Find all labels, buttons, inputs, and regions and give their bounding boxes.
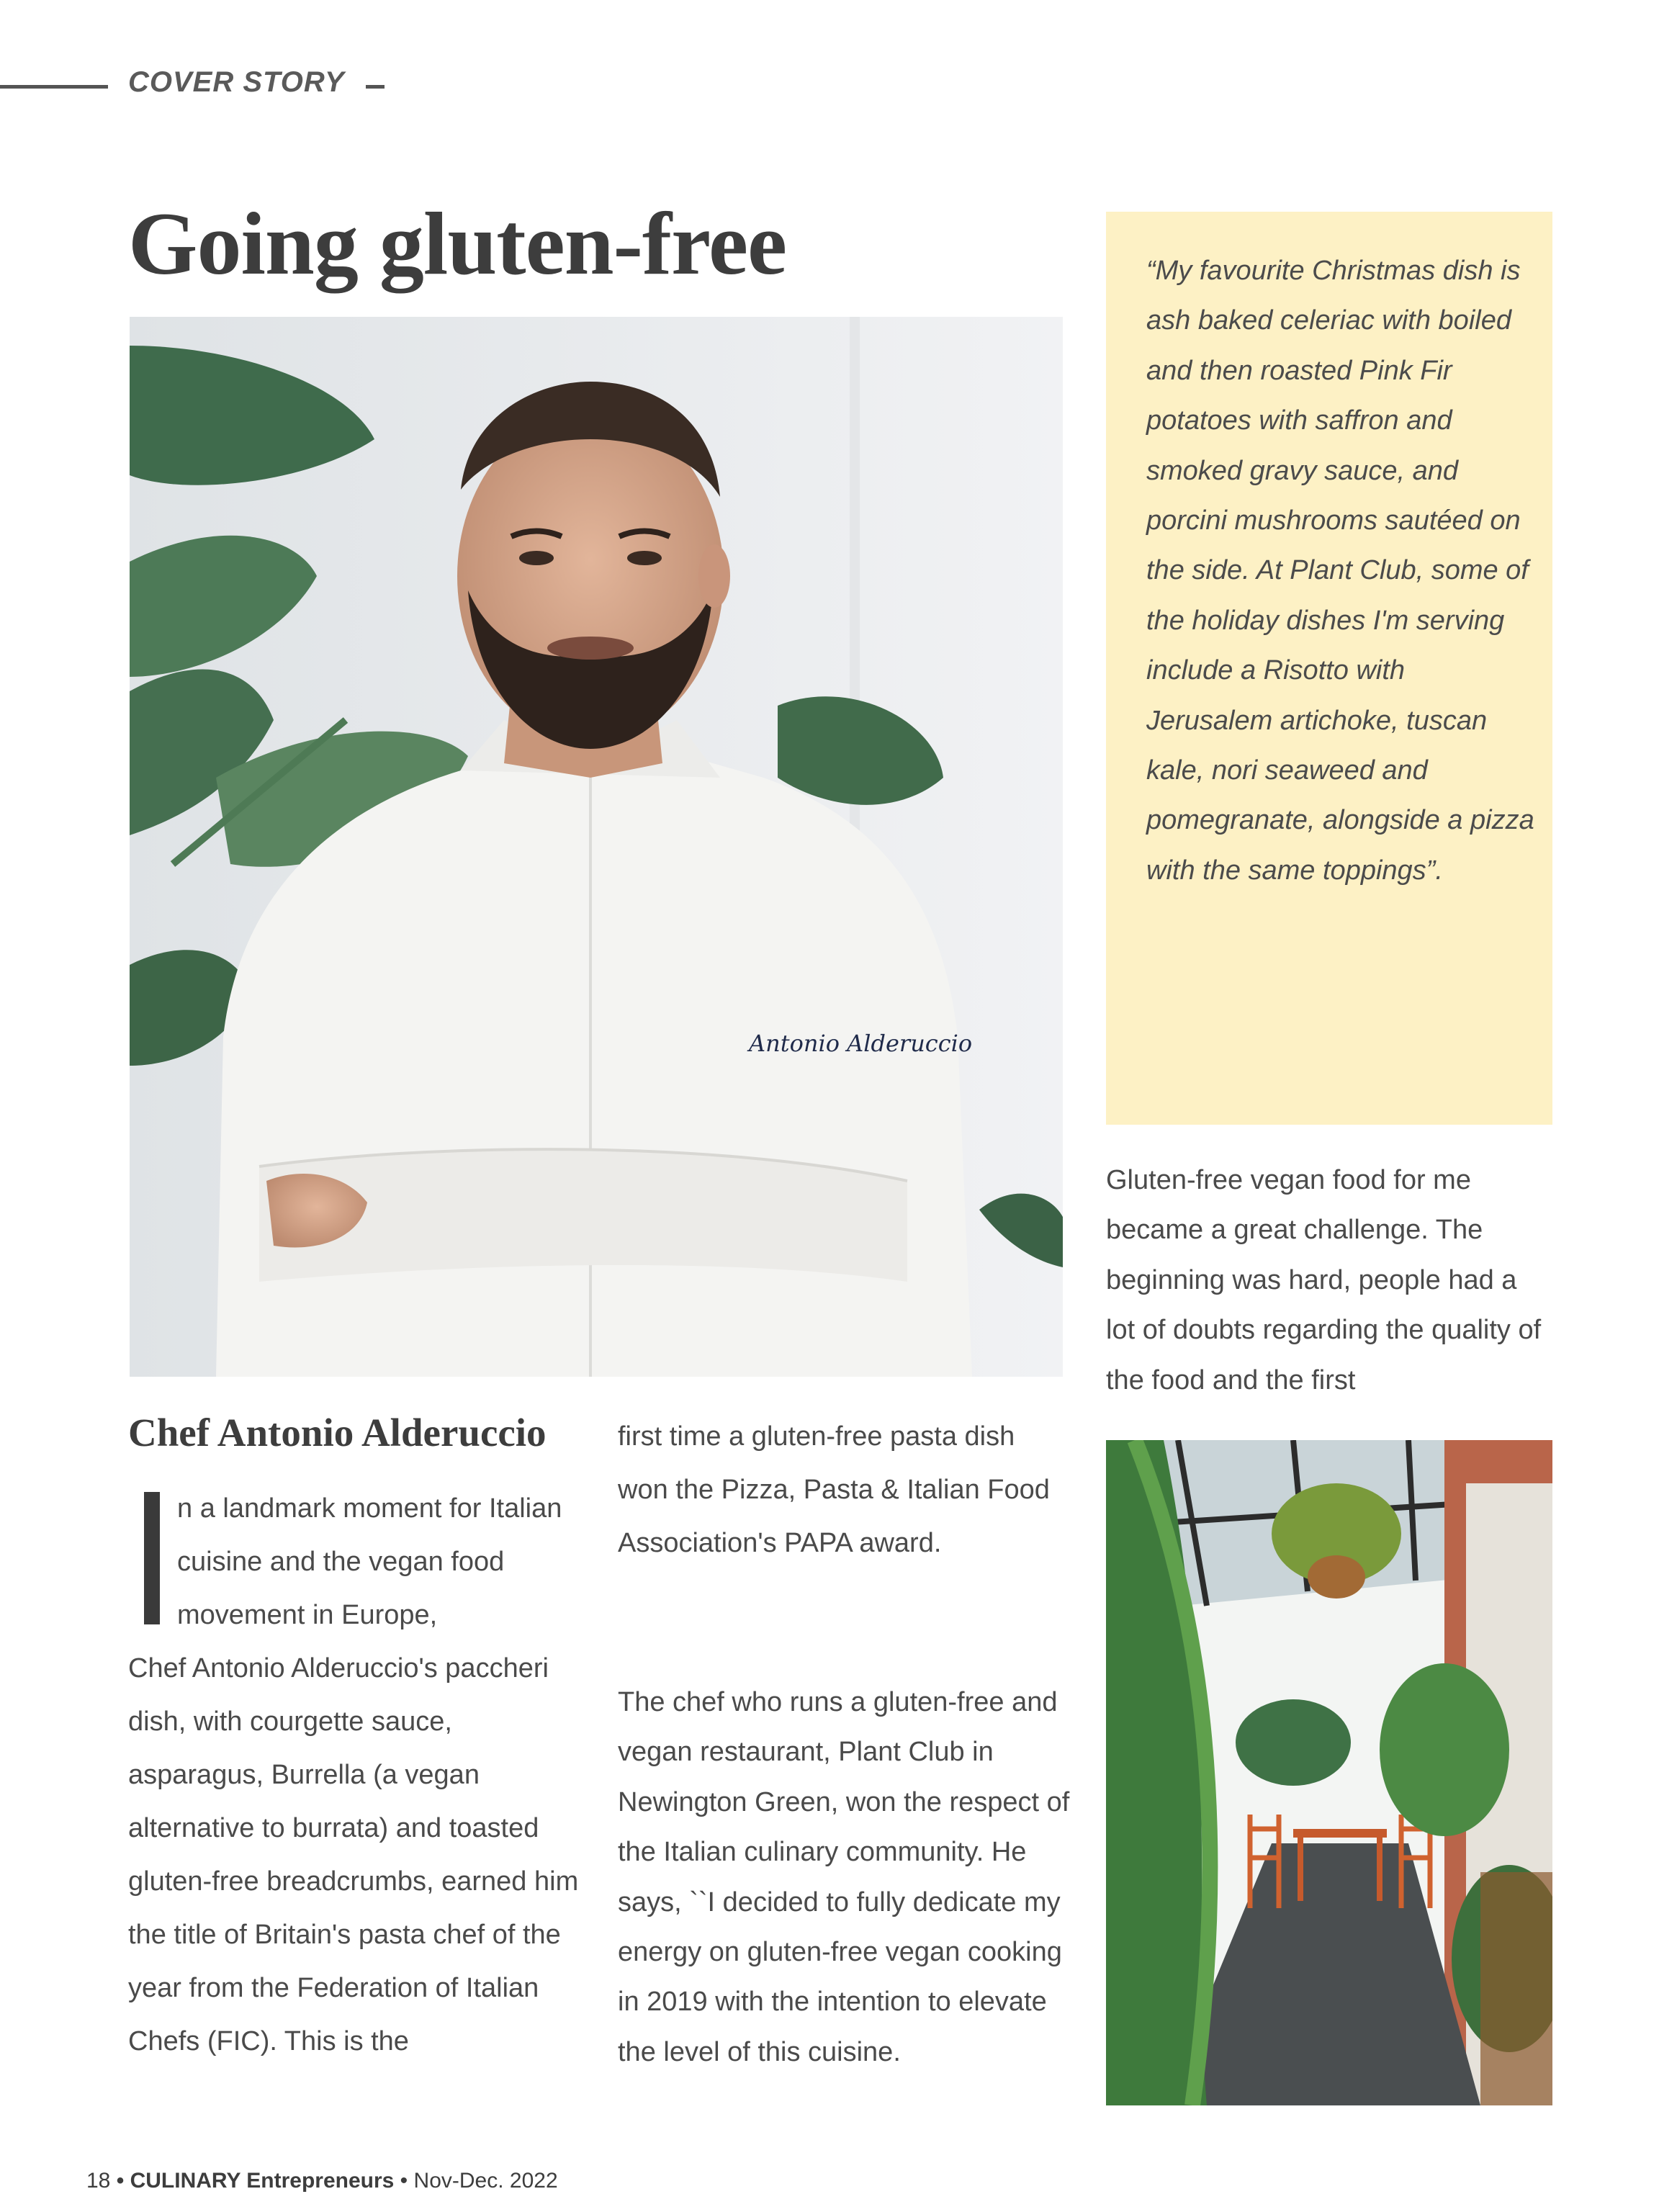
right-column-paragraph: Gluten-free vegan food for me became a great challenge. The beginning was hard, people had a lot of doubts regarding the quality of the food and the first: [1106, 1165, 1542, 1395]
footer-separator: •: [116, 2169, 125, 2193]
article-lead-paragraph: n a landmark moment for Italian cuisine and the vegan food movement in Europe,: [177, 1493, 562, 1630]
footer-separator-2: •: [400, 2169, 408, 2193]
dropcap-letter: [144, 1492, 160, 1624]
publication-name: CULINARY Entrepreneurs: [130, 2169, 395, 2193]
jacket-embroidery: Antonio Alderuccio: [749, 1030, 973, 1057]
section-rule: [0, 85, 108, 89]
page-number: 18: [86, 2169, 111, 2193]
chef-name-caption: Chef Antonio Alderuccio: [128, 1411, 547, 1455]
restaurant-courtyard-photo: [1106, 1440, 1552, 2105]
article-column-2-paragraph-2: The chef who runs a gluten-free and vegan restaurant, Plant Club in Newington Green, won the respect of the Italian culinary community. He says, ``I decided to fully dedicate my energy on gluten-free vegan cooking in 2019 with the intention to elevate the level of this cuisine.: [618, 1687, 1070, 2067]
issue-date: Nov-Dec. 2022: [413, 2169, 558, 2193]
section-label: COVER STORY: [128, 66, 345, 98]
section-dash: [366, 85, 385, 89]
article-column-1-text: Chef Antonio Alderuccio's paccheri dish, with courgette sauce, asparagus, Burrella (a vegan alternative to burrata) and toasted gluten-free breadcrumbs, earned him the title of Britain's pasta chef of the year from the Federation of Italian Chefs (FIC). This is the: [128, 1653, 579, 2056]
pull-quote-box: [1106, 212, 1552, 1125]
article-column-2-text: first time a gluten-free pasta dish won the Pizza, Pasta & Italian Food Association's PAPA award.: [618, 1421, 1050, 1558]
page-footer: [86, 2169, 558, 2193]
chef-portrait-photo: [130, 317, 1063, 1377]
headline: Going gluten-free: [128, 194, 787, 293]
pull-quote-text: “My favourite Christmas dish is ash baked celeriac with boiled and then roasted Pink Fir potatoes with saffron and smoked gravy sauce, and porcini mushrooms sautéed on the side. At Plant Club, some of the holiday dishes I'm serving include a Risotto with Jerusalem artichoke, tuscan kale, nori seaweed and pomegranate, alongside a pizza with the same toppings”.: [1146, 256, 1534, 886]
